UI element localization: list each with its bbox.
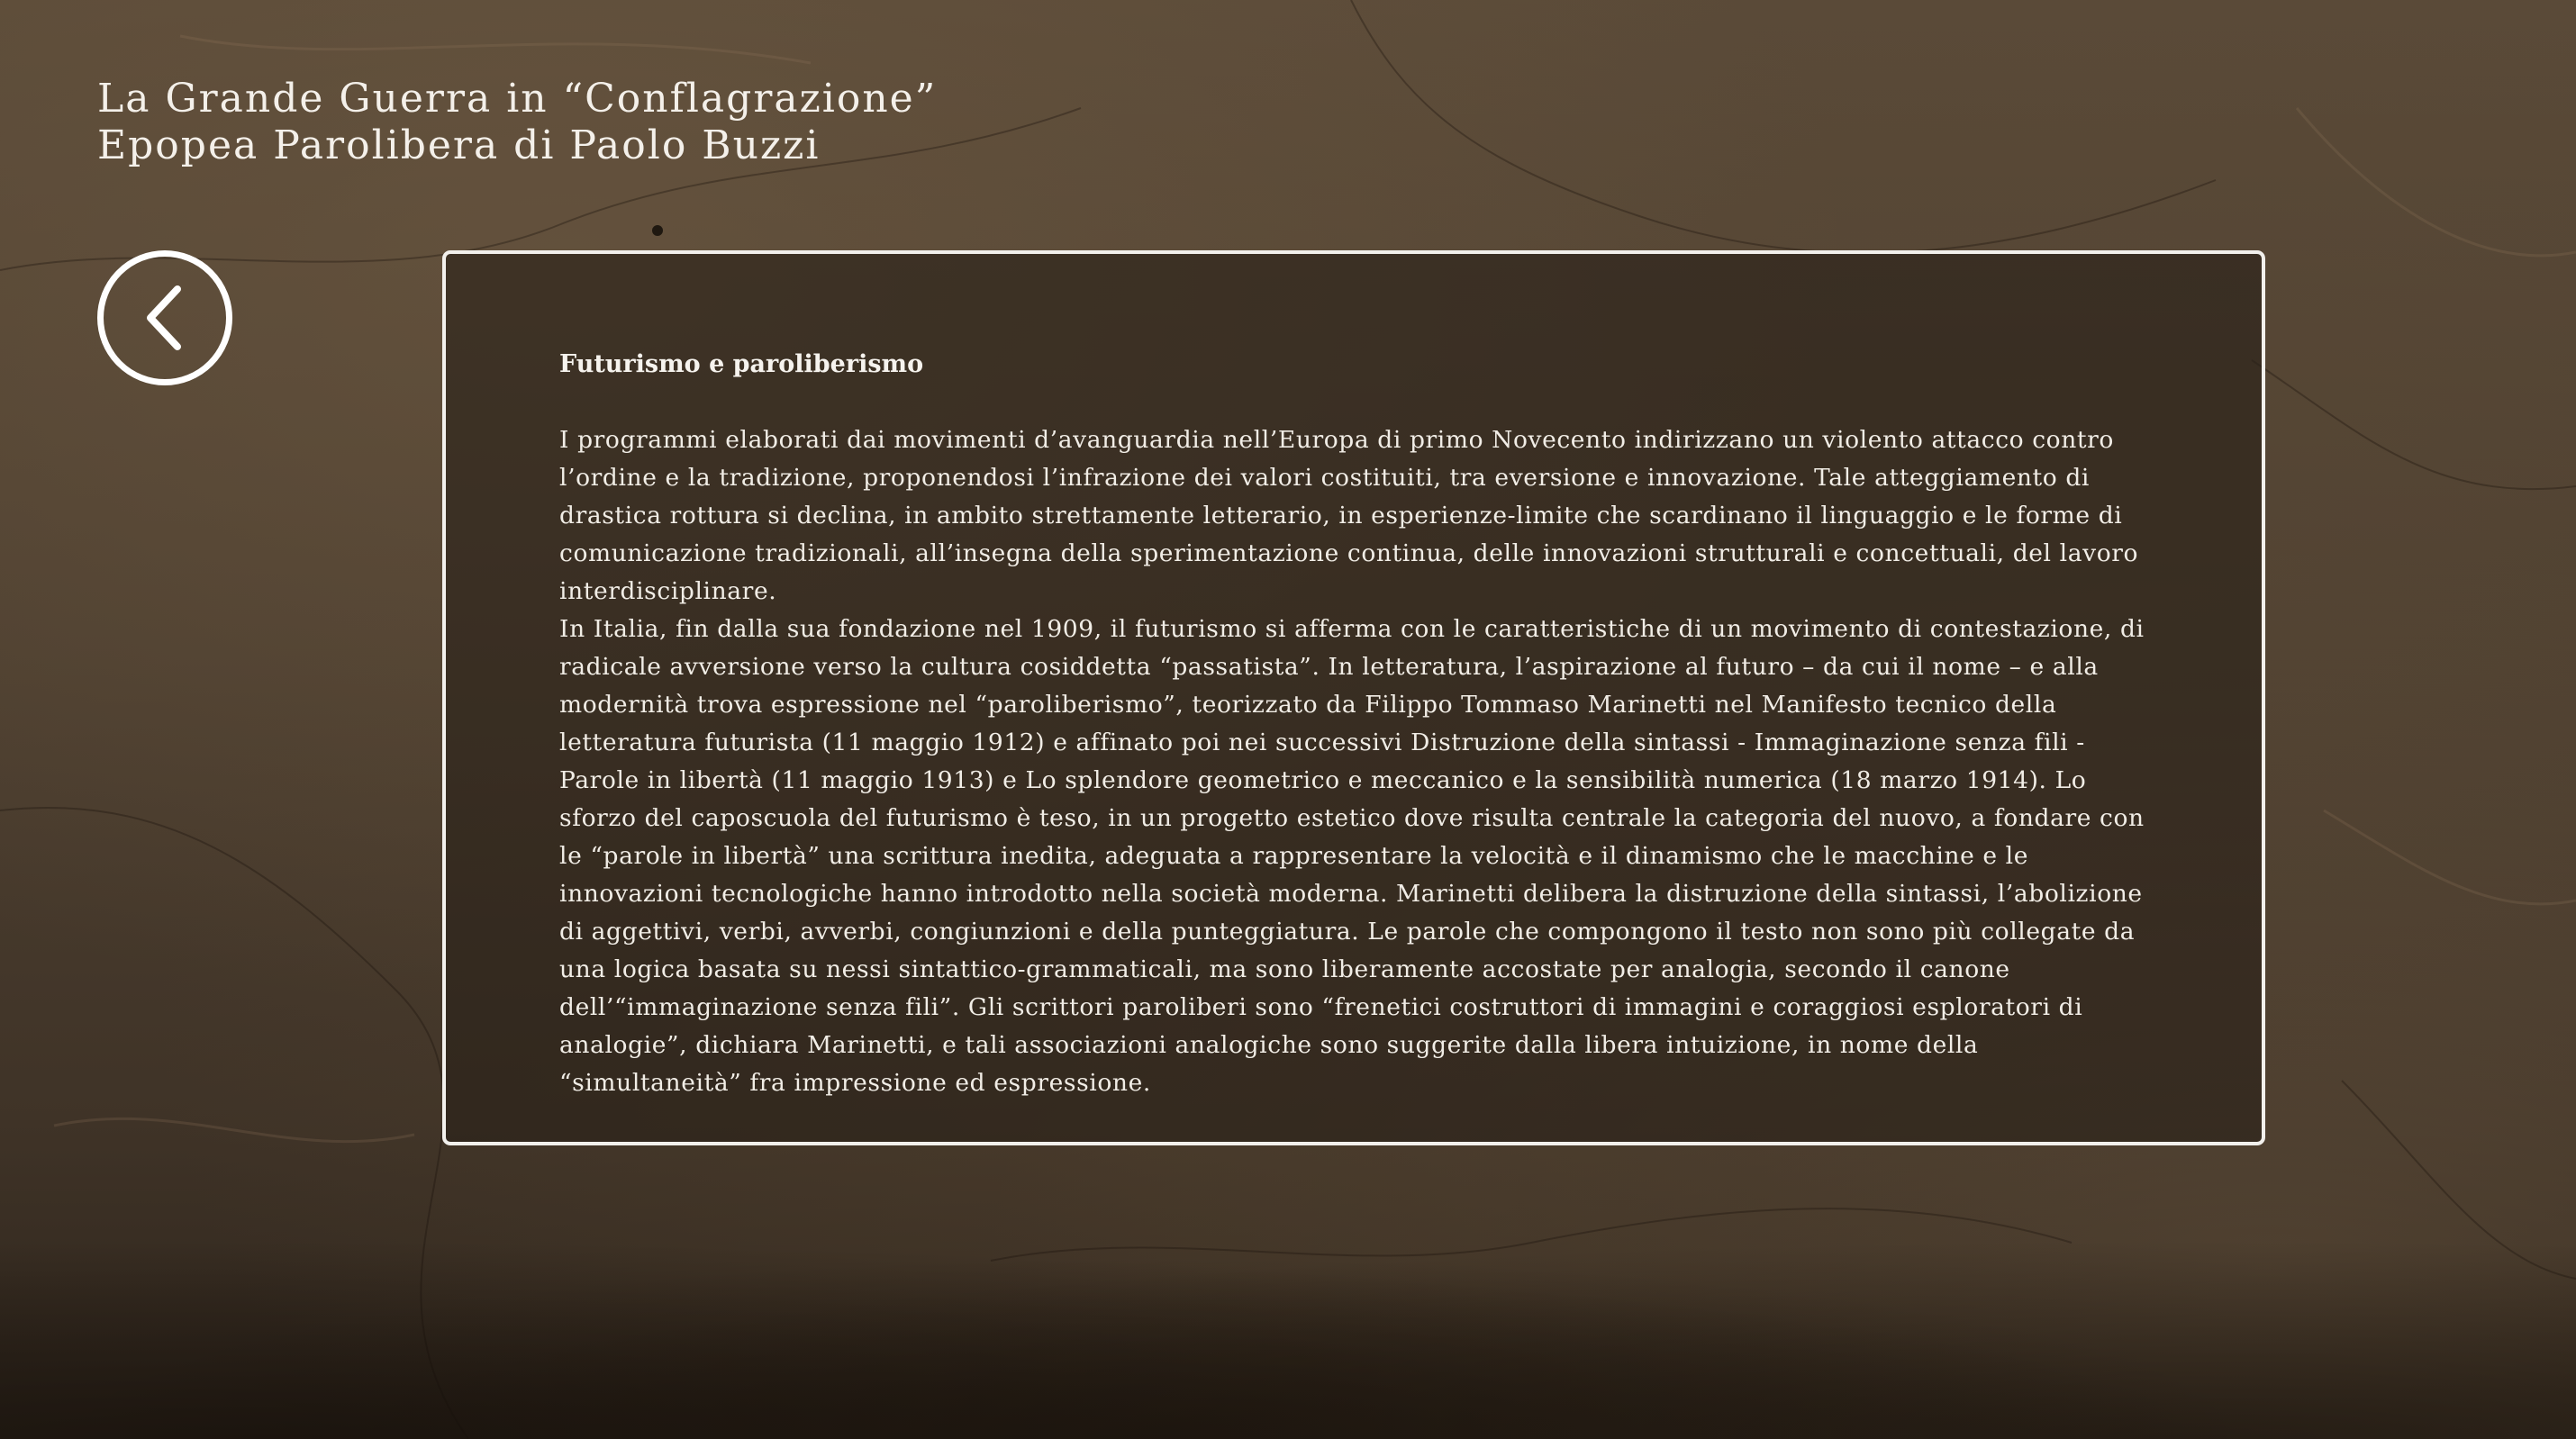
page-title-line2: Epopea Parolibera di Paolo Buzzi [97,122,821,168]
page-header [97,76,937,169]
article-title: Futurismo e paroliberismo [559,350,924,378]
back-button[interactable] [97,250,232,385]
article-paragraph-1: I programmi elaborati dai movimenti d’avanguardia nell’Europa di primo Novecento indirizzano un violento attacco contro l’ordine e la tradizione, proponendosi l’infrazione dei valori costituiti, tra eversione e innovazione. Tale atteggiamento di drastica rottura si declina, in ambito strettamente letterario, in esperienze-limite che scardinano il linguaggio e le forme di comunicazione tradizionali, all’insegna della sperimentazione continua, delle innovazioni strutturali e concettuali, del lavoro interdisciplinare. [559,426,2139,605]
article-panel [442,250,2265,1145]
bottom-stain [0,1205,2576,1439]
article-paragraph-2: In Italia, fin dalla sua fondazione nel 1909, il futurismo si afferma con le caratteristiche di un movimento di contestazione, di radicale avversione verso la cultura cosiddetta “passatista”. In letteratura, l’aspirazione al futuro – da cui il nome – e alla modernità trova espressione nel “paroliberismo”, teorizzato da Filippo Tommaso Marinetti nel Manifesto tecnico della letteratura futurista (11 maggio 1912) e affinato poi nei successivi Distruzione della sintassi - Immaginazione senza fili - Parole in libertà (11 maggio 1913) e Lo splendore geometrico e meccanico e la sensibilità numerica (18 marzo 1914). Lo sforzo del caposcuola del futurismo è teso, in un progetto estetico dove risulta centrale la categoria del nuovo, a fondare con le “parole in libertà” una scrittura inedita, adeguata a rappresentare la velocità e il dinamismo che le macchine e le innovazioni tecnologiche hanno introdotto nella società moderna. Marinetti delibera la distruzione della sintassi, l’abolizione di aggettivi, verbi, avverbi, congiunzioni e della punteggiatura. Le parole che compongono il testo non sono più collegate da una logica basata su nessi sintattico-grammaticali, ma sono liberamente accostate per analogia, secondo il canone dell’“immaginazione senza fili”. Gli scrittori paroliberi sono “frenetici costruttori di immagini e coraggiosi esploratori di analogie”, dichiara Marinetti, e tali associazioni analogiche sono suggerite dalla libera intuizione, in nome della “simultaneità” fra impressione ed espressione. [559,615,2145,1097]
chevron-left-icon [138,282,192,354]
page-title-line1: La Grande Guerra in “Conflagrazione” [97,76,938,122]
